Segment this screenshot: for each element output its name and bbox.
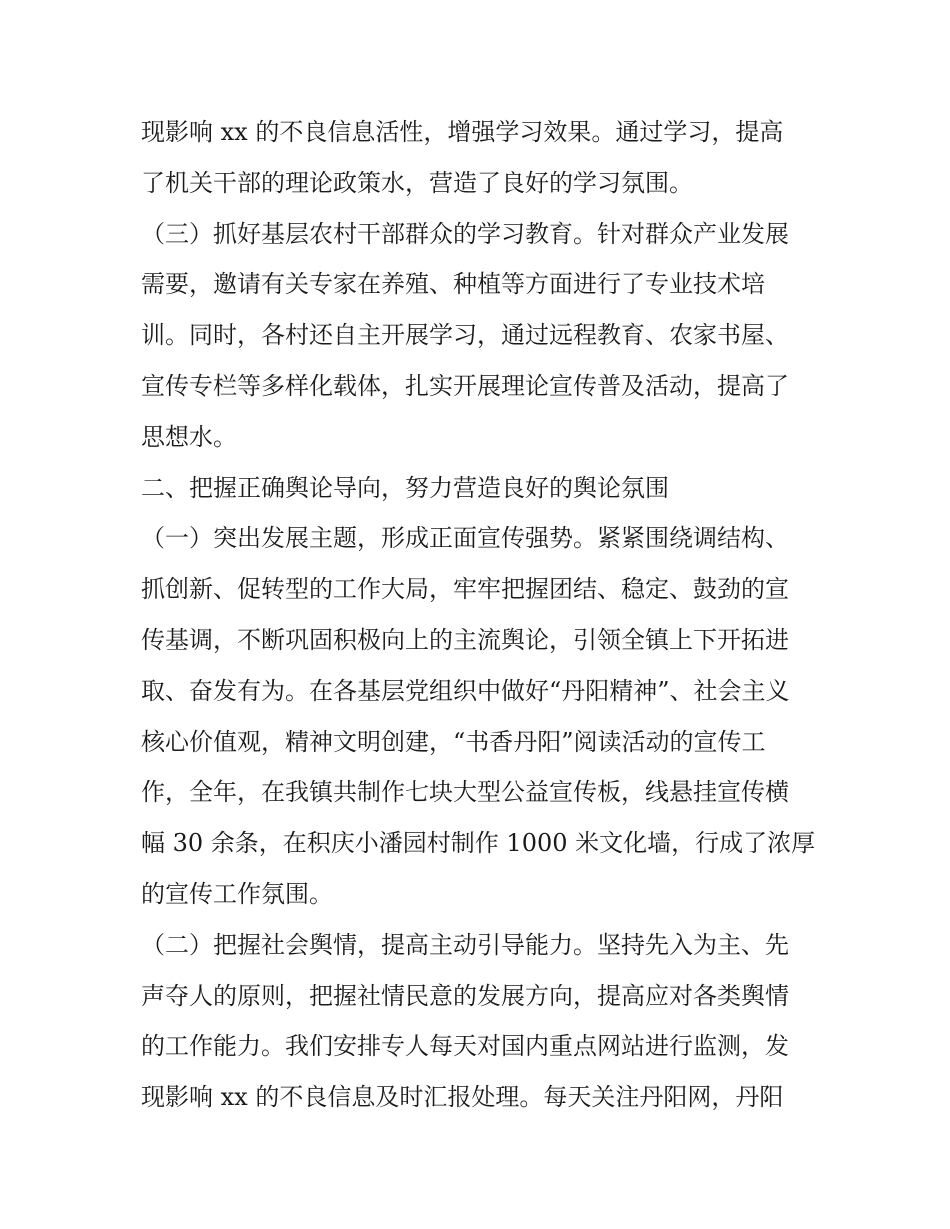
text-line: （三）抓好基层农村干部群众的学习教育。针对群众产业发展 xyxy=(141,219,789,248)
text-line: 需要，邀请有关专家在养殖、种植等方面进行了专业技术培 xyxy=(141,270,765,299)
text-line: 抓创新、促转型的工作大局，牢牢把握团结、稳定、鼓劲的宣 xyxy=(141,575,789,604)
text-line: 宣传专栏等多样化载体，扎实开展理论宣传普及活动，提高了 xyxy=(141,371,789,400)
document-body xyxy=(141,107,821,1123)
text-line: 现影响 xx 的不良信息活性，增强学习效果。通过学习，提高 xyxy=(141,118,784,146)
text-line: 的宣传工作氛围。 xyxy=(141,879,333,908)
text-line: 幅 30 余条，在积庆小潘园村制作 1000 米文化墙，行成了浓厚 xyxy=(141,829,816,858)
text-line: 声夺人的原则，把握社情民意的发展方向，提高应对各类舆情 xyxy=(141,981,789,1010)
text-line: 思想水。 xyxy=(141,422,237,451)
text-line: （一）突出发展主题，形成正面宣传强势。紧紧围绕调结构、 xyxy=(141,524,789,553)
text-line: 了机关干部的理论政策水，营造了良好的学习氛围。 xyxy=(141,168,693,197)
text-line: 的工作能力。我们安排专人每天对国内重点网站进行监测，发 xyxy=(141,1032,789,1061)
text-line: 训。同时，各村还自主开展学习，通过远程教育、农家书屋、 xyxy=(141,321,789,350)
text-line: 取、奋发有为。在各基层党组织中做好“丹阳精神”、社会主义 xyxy=(141,676,790,705)
text-line: 核心价值观，精神文明创建，“书香丹阳”阅读活动的宣传工 xyxy=(141,727,766,756)
text-line: 传基调，不断巩固积极向上的主流舆论，引领全镇上下开拓进 xyxy=(141,625,789,654)
text-line: （二）把握社会舆情，提高主动引导能力。坚持先入为主、先 xyxy=(141,930,789,959)
section-heading: 二、把握正确舆论导向，努力营造良好的舆论氛围 xyxy=(141,473,669,502)
text-line: 现影响 xx 的不良信息及时汇报处理。每天关注丹阳网，丹阳 xyxy=(141,1083,784,1112)
text-line: 作，全年，在我镇共制作七块大型公益宣传板，线悬挂宣传横 xyxy=(141,778,789,807)
